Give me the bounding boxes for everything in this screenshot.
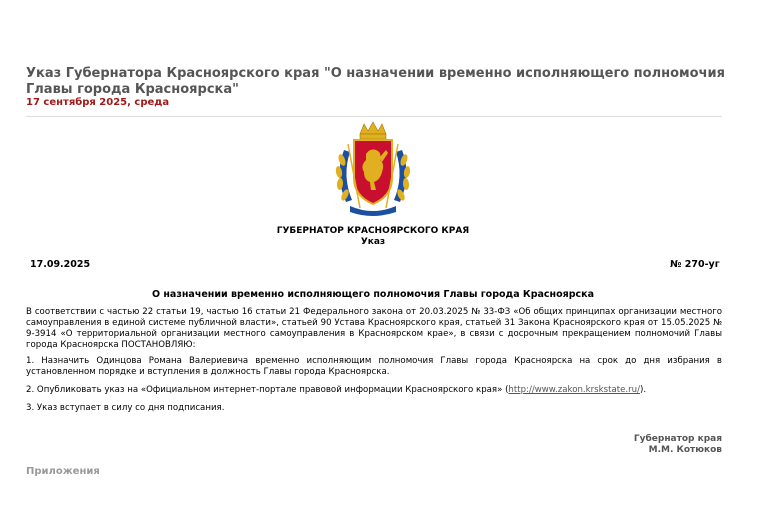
item-2-paragraph bbox=[26, 385, 722, 396]
document-date: 17.09.2025 bbox=[30, 259, 91, 270]
document-type: Указ bbox=[360, 237, 386, 247]
item-3-paragraph: 3. Указ вступает в силу со дня подписания. bbox=[26, 403, 225, 413]
signer-title: Губернатор края bbox=[633, 434, 722, 444]
document-issuer bbox=[0, 226, 746, 248]
document-number: № 270-уг bbox=[670, 259, 720, 270]
signer-name: М.М. Котюков bbox=[648, 445, 722, 455]
document-heading: О назначении временно исполняющего полномочия Главы города Красноярска bbox=[151, 289, 595, 300]
publication-date: 17 сентября 2025, среда bbox=[26, 97, 170, 108]
legal-portal-link[interactable]: http://www.zakon.krskstate.ru/ bbox=[508, 385, 641, 395]
issuer-name: ГУБЕРНАТОР КРАСНОЯРСКОГО КРАЯ bbox=[276, 226, 470, 236]
item-1-paragraph: 1. Назначить Одинцова Романа Валериевича временно исполняющим полномочия Главы города Красноярска на срок до дня избрания в установленном порядке и вступления в должность Главы города Красноярска. bbox=[26, 356, 722, 377]
item-2-end: ). bbox=[640, 385, 647, 395]
preamble-paragraph: В соответствии с частью 22 статьи 19, частью 16 статьи 21 Федерального закона от 20.03.2025 № 33-ФЗ «Об общих принципах организации местного самоуправления в единой системе публичной власти», статьей 90 Устава Красноярского края, статьей 31 Закона Красноярского края от 15.05.2025 № 9-3914 «О территориальной организации местного самоуправления в Красноярском крае», в связи с досрочным прекращением полномочий Главы города Красноярска ПОСТАНОВЛЯЮ: bbox=[26, 307, 722, 350]
appendix-heading: Приложения bbox=[26, 466, 100, 477]
divider bbox=[26, 116, 722, 117]
item-2-text: 2. Опубликовать указ на «Официальном интернет-портале правовой информации Красноярского края» ( bbox=[26, 385, 509, 395]
article-title: Указ Губернатора Красноярского края "О назначении временно исполняющего полномочия Главы города Красноярска" bbox=[26, 66, 725, 97]
signature-block bbox=[634, 434, 722, 456]
krasnoyarsk-coat-of-arms-icon bbox=[330, 120, 416, 220]
